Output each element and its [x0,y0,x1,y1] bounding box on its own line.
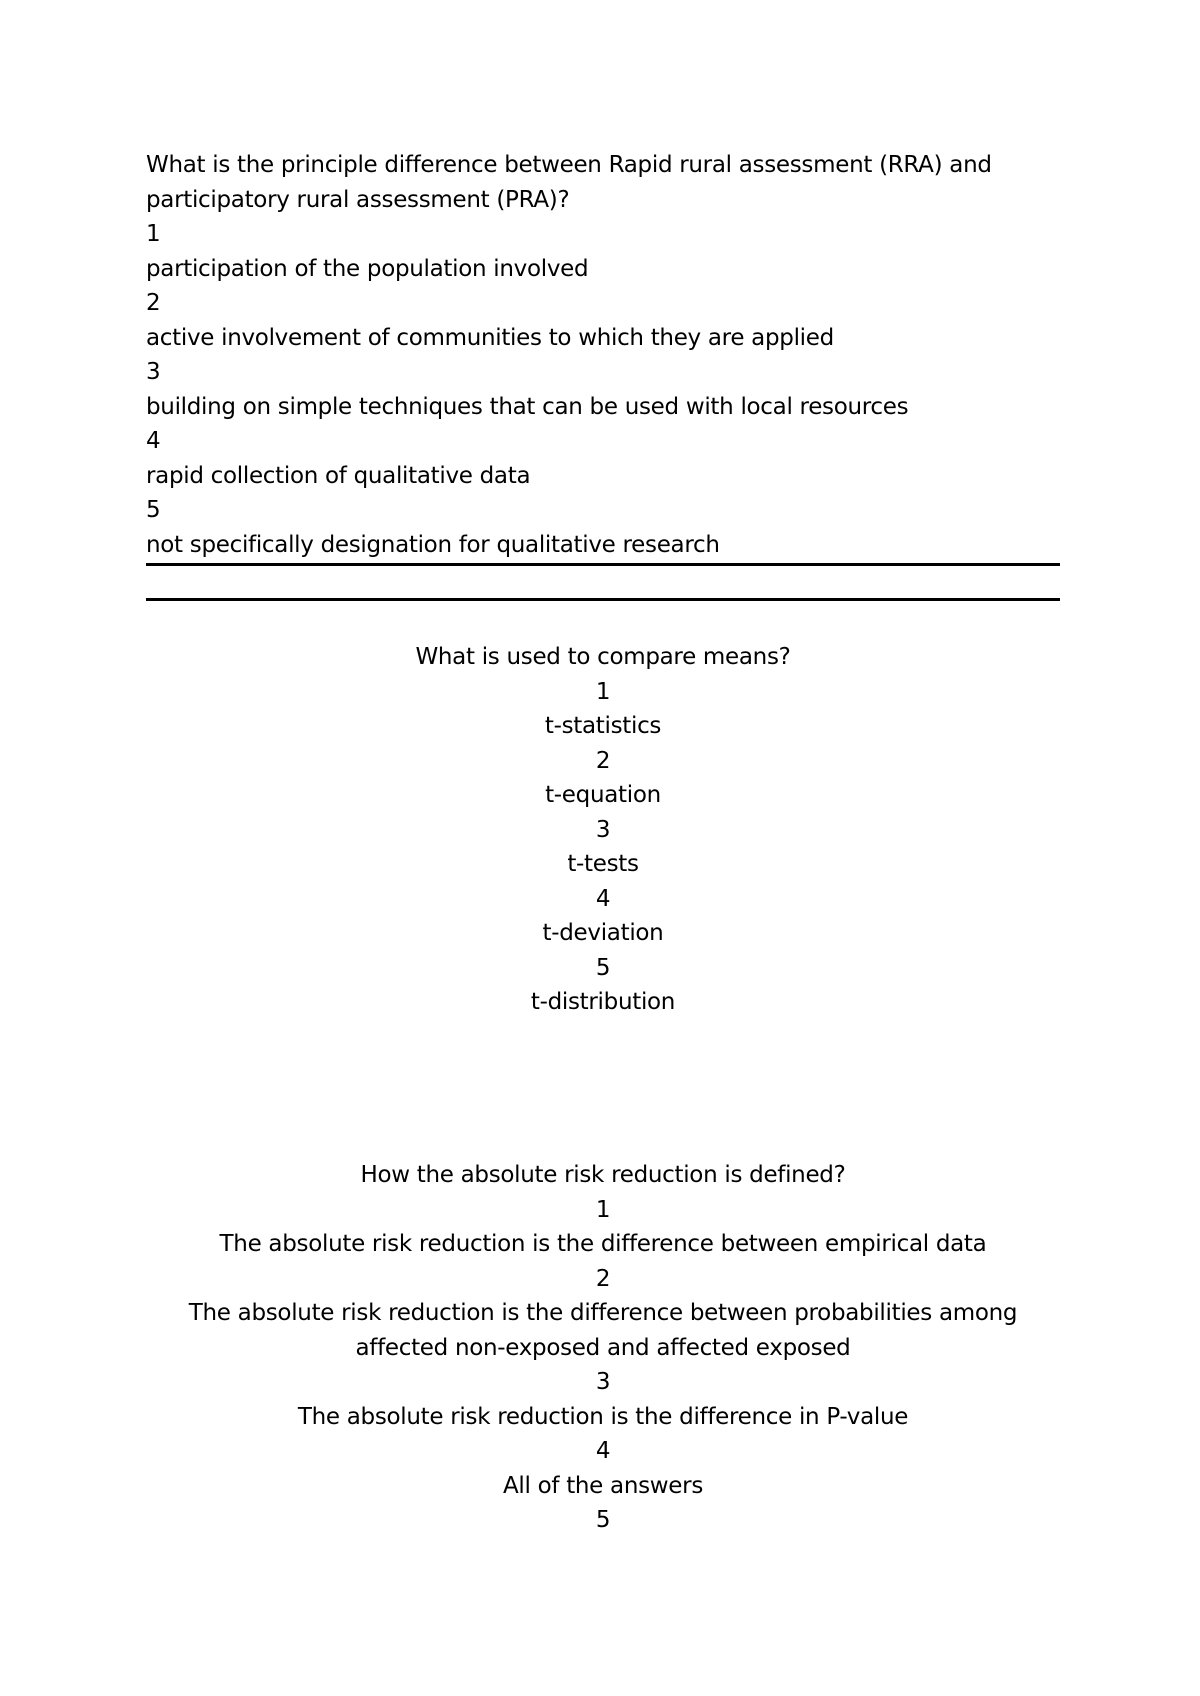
question-3-text: How the absolute risk reduction is defined? [360,1162,846,1188]
question-3-option-3-text: The absolute risk reduction is the difference in P-value [297,1403,909,1430]
question-2-text: What is used to compare means? [415,644,791,670]
question-3-option-4-number: 4 [595,1438,611,1464]
question-2-option-1-text: t-statistics [544,713,662,739]
question-1-option-5-text: not specifically designation for qualitative research [146,531,720,558]
question-2-option-5-text: t-distribution [530,989,676,1015]
question-2 [146,640,1060,1020]
question-3-option-5-number: 5 [595,1507,611,1533]
question-1-option-3-text: building on simple techniques that can be used with local resources [146,393,909,420]
question-2-option-2-number: 2 [595,747,611,774]
question-3-option-2-text-line-2: affected non-exposed and affected exposed [355,1334,851,1361]
question-3-option-1-number: 1 [595,1196,611,1223]
question-3-option-2-number: 2 [595,1265,611,1292]
section-divider-bottom [146,598,1060,601]
question-1-text-line-2: participatory rural assessment (PRA)? [146,186,570,213]
question-3-option-2-text-line-1: The absolute risk reduction is the difference between probabilities among [188,1300,1018,1326]
question-3-option-1-text: The absolute risk reduction is the difference between empirical data [219,1231,987,1257]
question-1-option-1-text: participation of the population involved [146,255,589,282]
question-2-option-3-number: 3 [595,816,611,843]
question-2-option-1-number: 1 [595,678,611,705]
section-divider-top [146,563,1060,566]
question-1-option-4-number: 4 [146,428,161,454]
question-1-option-4-text: rapid collection of qualitative data [146,462,531,489]
question-2-option-4-number: 4 [595,885,611,912]
question-2-option-2-text: t-equation [545,782,661,808]
question-2-option-5-number: 5 [595,954,611,981]
question-2-option-4-text: t-deviation [542,920,664,946]
question-1-option-2-number: 2 [146,290,161,316]
question-3-option-4-text: All of the answers [502,1472,704,1499]
question-1 [146,148,1066,562]
question-1-option-3-number: 3 [146,359,161,385]
question-3 [146,1158,1060,1538]
question-3-option-3-number: 3 [595,1369,611,1395]
question-1-option-2-text: active involvement of communities to which they are applied [146,324,834,351]
question-2-option-3-text: t-tests [567,851,639,877]
question-1-option-5-number: 5 [146,497,161,523]
question-1-text-line-1: What is the principle difference between Rapid rural assessment (RRA) and [146,152,992,178]
question-1-option-1-number: 1 [146,221,161,247]
